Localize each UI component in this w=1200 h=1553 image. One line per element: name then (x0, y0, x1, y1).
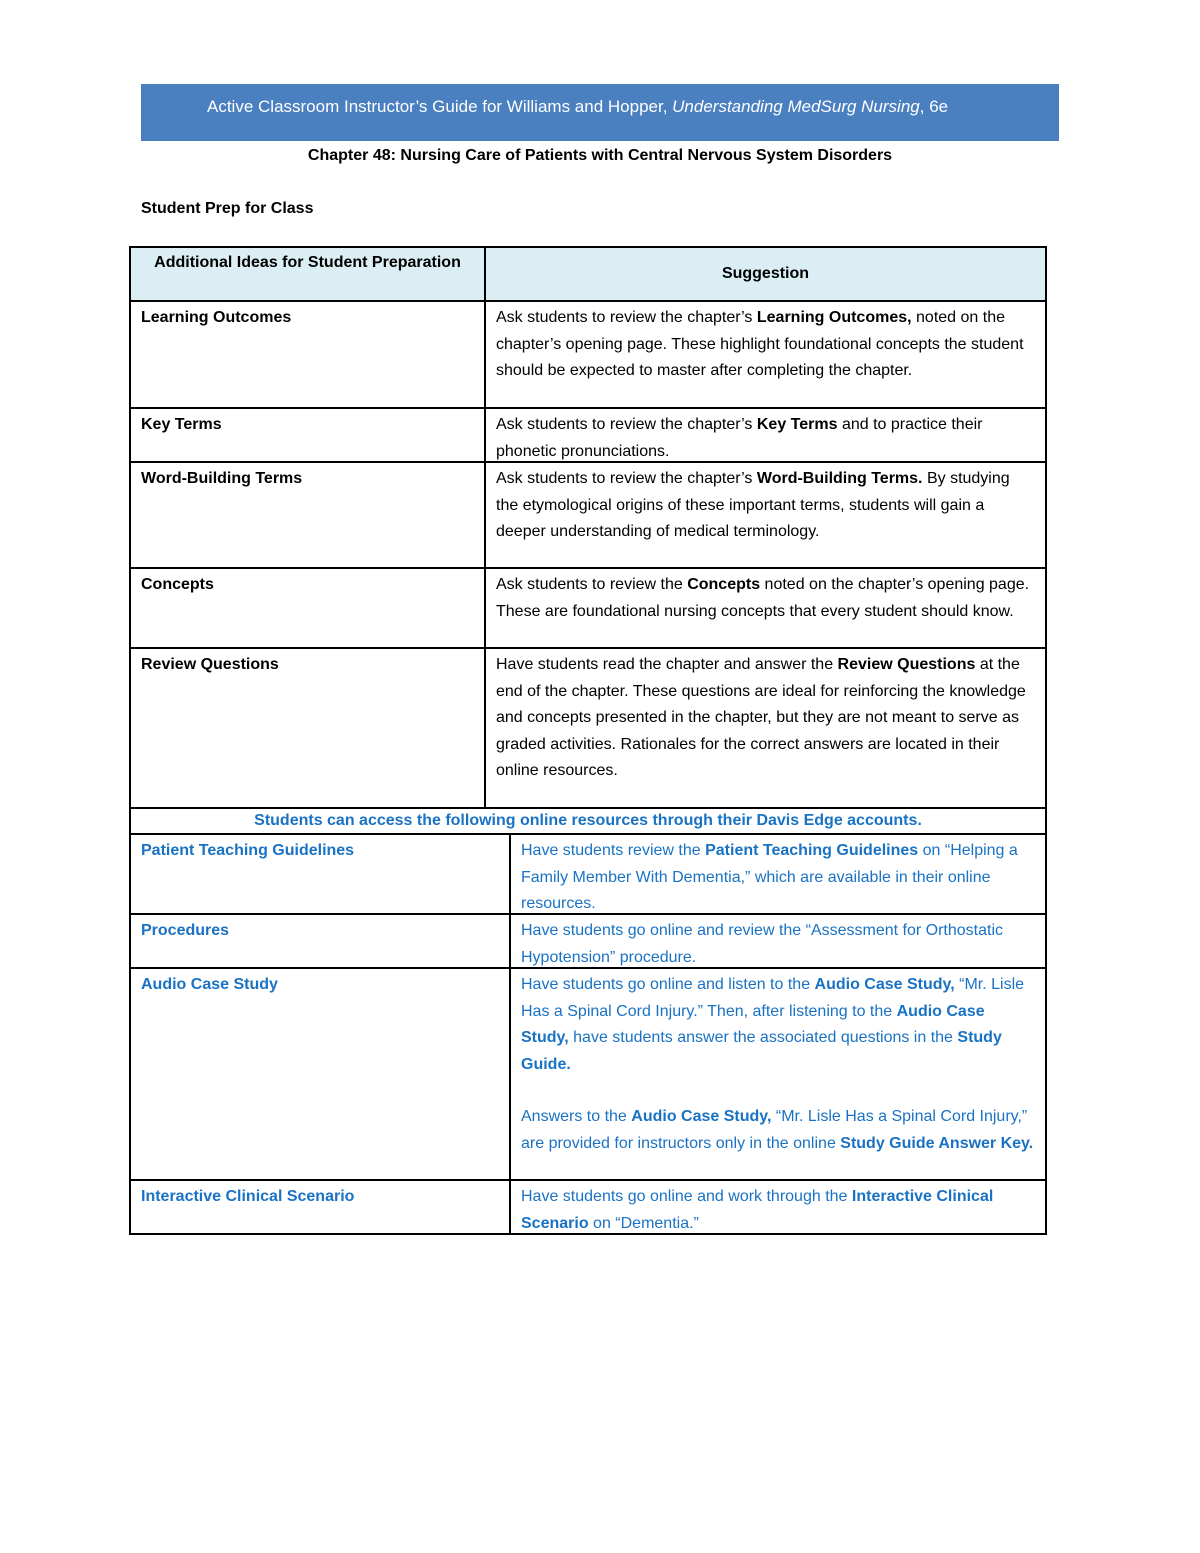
section-label: Student Prep for Class (141, 200, 314, 217)
row-label: Review Questions (131, 649, 486, 807)
row-label: Concepts (131, 569, 486, 647)
row-suggestion: Ask students to review the chapter’s Word-Building Terms. By studying the etymological origins of these important terms, students will gain a deeper understanding of medical terminology. (496, 470, 1010, 540)
table-header-row (129, 246, 1047, 302)
table-row (129, 1181, 1047, 1235)
row-label: Word-Building Terms (131, 463, 486, 567)
row-label: Interactive Clinical Scenario (131, 1181, 511, 1233)
banner-book-title: Understanding MedSurg Nursing (672, 97, 920, 116)
row-suggestion: Ask students to review the chapter’s Learning Outcomes, noted on the chapter’s opening page. These highlight foundational concepts the student should be expected to master after completing the chapter. (496, 309, 1024, 379)
table-row (129, 409, 1047, 463)
row-suggestion: Have students go online and review the “Assessment for Orthostatic Hypotension” procedure. (521, 922, 1004, 966)
audio-case-answers-paragraph: Answers to the Audio Case Study, “Mr. Lisle Has a Spinal Cord Injury,” are provided for instructors only in the online Study Guide Answer Key. (521, 1108, 1034, 1152)
col2-header: Suggestion (721, 265, 810, 282)
row-suggestion: Ask students to review the chapter’s Key Terms and to practice their phonetic pronunciations. (496, 416, 983, 460)
row-label: Patient Teaching Guidelines (131, 835, 511, 913)
row-label: Audio Case Study (131, 969, 511, 1179)
col1-header: Additional Ideas for Student Preparation (131, 248, 486, 300)
banner-edition: , 6e (919, 97, 949, 116)
row-suggestion: Have students read the chapter and answer the Review Questions at the end of the chapter. These questions are ideal for reinforcing the knowledge and concepts presented in the chapter, but they are not meant to serve as graded activities. Rationales for the correct answers are located in their online resources. (496, 656, 1026, 779)
row-suggestion: Ask students to review the Concepts noted on the chapter’s opening page. These are foundational nursing concepts that every student should know. (496, 576, 1030, 620)
banner-text: Active Classroom Instructor’s Guide for Williams and Hopper, (207, 97, 673, 116)
table-row (129, 463, 1047, 569)
table-row (129, 915, 1047, 969)
table-row (129, 969, 1047, 1181)
row-label: Key Terms (131, 409, 486, 461)
running-header-banner (141, 84, 1059, 141)
row-label: Procedures (131, 915, 511, 967)
audio-case-paragraph: Have students go online and listen to the Audio Case Study, “Mr. Lisle Has a Spinal Cord Injury.” Then, after listening to the Audio Case Study, have students answer the associated questions in the Study Guide. (521, 976, 1025, 1073)
row-suggestion (511, 969, 1045, 1179)
table-row (129, 649, 1047, 809)
table-row (129, 835, 1047, 915)
table-row (129, 302, 1047, 409)
online-resources-banner: Students can access the following online resources through their Davis Edge accounts. (129, 809, 1047, 835)
row-suggestion: Have students review the Patient Teaching Guidelines on “Helping a Family Member With Dementia,” which are available in their online resources. (521, 842, 1018, 912)
row-label: Learning Outcomes (131, 302, 486, 407)
table-row (129, 569, 1047, 649)
chapter-title: Chapter 48: Nursing Care of Patients with Central Nervous System Disorders (307, 147, 893, 164)
row-suggestion: Have students go online and work through the Interactive Clinical Scenario on “Dementia.” (521, 1188, 994, 1232)
